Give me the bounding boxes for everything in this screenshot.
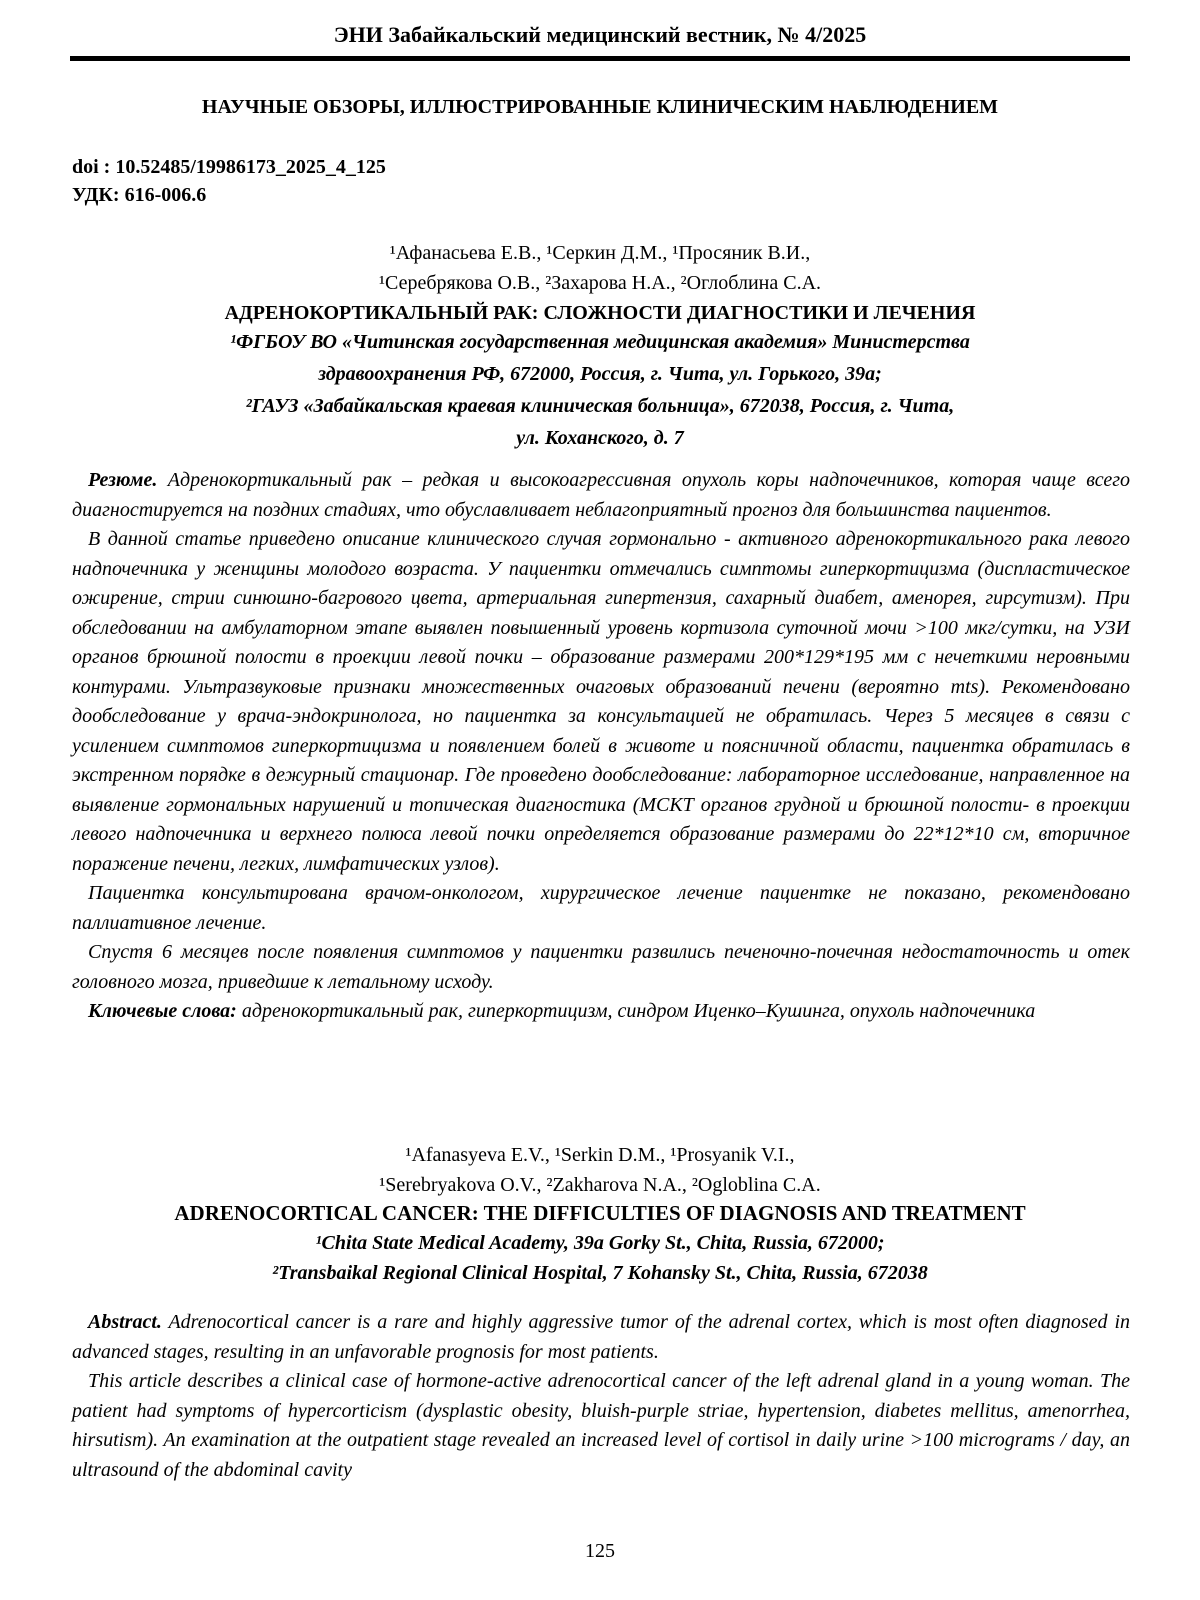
header-rule xyxy=(70,56,1130,61)
doi: doi : 10.52485/19986173_2025_4_125 xyxy=(72,156,386,178)
abstract-ru-label: Резюме. xyxy=(88,469,158,491)
authors-ru xyxy=(70,238,1130,298)
abstract-ru-paragraph-3: Пациентка консультирована врачом-онкологом, хирургическое лечение пациентке не показано, рекомендовано паллиативное лечение. xyxy=(72,882,1130,934)
keywords-ru-text: адренокортикальный рак, гиперкортицизм, синдром Иценко–Кушинга, опухоль надпочечника xyxy=(241,1000,1036,1022)
abstract-ru xyxy=(72,466,1130,1027)
abstract-en-paragraph-1 xyxy=(72,1308,1130,1367)
affiliations-en xyxy=(70,1228,1130,1288)
affiliation-en-line-1: ¹Chita State Medical Academy, 39a Gorky St., Chita, Russia, 672000; xyxy=(315,1232,885,1254)
abstract-ru-paragraph-2: В данной статье приведено описание клинического случая гормонально - активного адренокортикального рака левого надпочечника у женщины молодого возраста. У пациентки отмечались симптомы гиперкортицизма (диспластическое ожирение, стрии синюшно-багрового цвета, артериальная гипертензия, сахарный диабет, аменорея, гирсутизм). При обследовании на амбулаторном этапе выявлен повышенный уровень кортизола суточной мочи >100 мкг/сутки, на УЗИ органов брюшной полости в проекции левой почки – образование размерами 200*129*195 мм с нечеткими неровными контурами. Ультразвуковые признаки множественных очаговых образований печени (вероятно mts). Рекомендовано дообследование у врача-эндокринолога, но пациентка за консультацией не обратилась. Через 5 месяцев в связи с усилением симптомов гиперкортицизма и появлением болей в животе и поясничной области, пациентка обратилась в экстренном порядке в дежурный стационар. Где проведено дообследование: лабораторное исследование, направленное на выявление гормональных нарушений и топическая диагностика (МСКТ органов грудной и брюшной полости- в проекции левого надпочечника и верхнего полюса левой почки определяется образование размерами до 22*12*10 см, вторичное поражение печени, легких, лимфатических узлов). xyxy=(72,528,1130,875)
abstract-ru-paragraph-1 xyxy=(72,466,1130,525)
page-number: 125 xyxy=(585,1540,615,1562)
authors-en xyxy=(70,1140,1130,1200)
journal-header: ЭНИ Забайкальский медицинский вестник, № 4/2025 xyxy=(333,22,867,47)
affiliation-en-line-2: ²Transbaikal Regional Clinical Hospital, 7 Kohansky St., Chita, Russia, 672038 xyxy=(272,1262,928,1284)
affiliation-ru-line-1: ¹ФГБОУ ВО «Читинская государственная медицинская академия» Министерства xyxy=(230,331,970,353)
abstract-en-paragraph-2: This article describes a clinical case of hormone-active adrenocortical cancer of the left adrenal gland in a young woman. The patient had symptoms of hypercorticism (dysplastic obesity, bluish-purple striae, hypertension, diabetes mellitus, amenorrhea, hirsutism). An examination at the outpatient stage revealed an increased level of cortisol in daily urine >100 micrograms / day, an ultrasound of the abdominal cavity xyxy=(72,1370,1130,1481)
authors-en-line-1: ¹Afanasyeva E.V., ¹Serkin D.M., ¹Prosyanik V.I., xyxy=(405,1144,795,1166)
section-title: НАУЧНЫЕ ОБЗОРЫ, ИЛЛЮСТРИРОВАННЫЕ КЛИНИЧЕСКИМ НАБЛЮДЕНИЕМ xyxy=(201,96,999,118)
affiliation-ru-line-3: ²ГАУЗ «Забайкальская краевая клиническая больница», 672038, Россия, г. Чита, xyxy=(245,395,955,417)
article-title-ru: АДРЕНОКОРТИКАЛЬНЫЙ РАК: СЛОЖНОСТИ ДИАГНОСТИКИ И ЛЕЧЕНИЯ xyxy=(224,302,976,324)
keywords-ru xyxy=(72,997,1130,1027)
article-title-en: ADRENOCORTICAL CANCER: THE DIFFICULTIES OF DIAGNOSIS AND TREATMENT xyxy=(174,1201,1026,1225)
affiliation-ru-line-2: здравоохранения РФ, 672000, Россия, г. Чита, ул. Горького, 39а; xyxy=(318,363,882,385)
udk: УДК: 616-006.6 xyxy=(72,184,207,206)
abstract-en-label: Abstract. xyxy=(88,1311,162,1333)
abstract-ru-text-1: Адренокортикальный рак – редкая и высокоагрессивная опухоль коры надпочечников, которая чаще всего диагностируется на поздних стадиях, что обуславливает неблагоприятный прогноз для большинства пациентов. xyxy=(72,469,1130,521)
authors-ru-line-2: ¹Серебрякова О.В., ²Захарова Н.А., ²Оглоблина С.А. xyxy=(378,272,822,294)
abstract-en xyxy=(72,1308,1130,1485)
keywords-ru-label: Ключевые слова: xyxy=(88,1000,237,1022)
authors-en-line-2: ¹Serebryakova O.V., ²Zakharova N.A., ²Ogloblina C.A. xyxy=(379,1174,821,1196)
affiliation-ru-line-4: ул. Коханского, д. 7 xyxy=(516,427,684,449)
abstract-ru-paragraph-4: Спустя 6 месяцев после появления симптомов у пациентки развились печеночно-почечная недостаточность и отек головного мозга, приведшие к летальному исходу. xyxy=(72,941,1130,993)
authors-ru-line-1: ¹Афанасьева Е.В., ¹Серкин Д.М., ¹Просяник В.И., xyxy=(389,242,811,264)
affiliations-ru xyxy=(70,326,1130,454)
abstract-en-text-1: Adrenocortical cancer is a rare and highly aggressive tumor of the adrenal cortex, which is most often diagnosed in advanced stages, resulting in an unfavorable prognosis for most patients. xyxy=(72,1311,1131,1363)
